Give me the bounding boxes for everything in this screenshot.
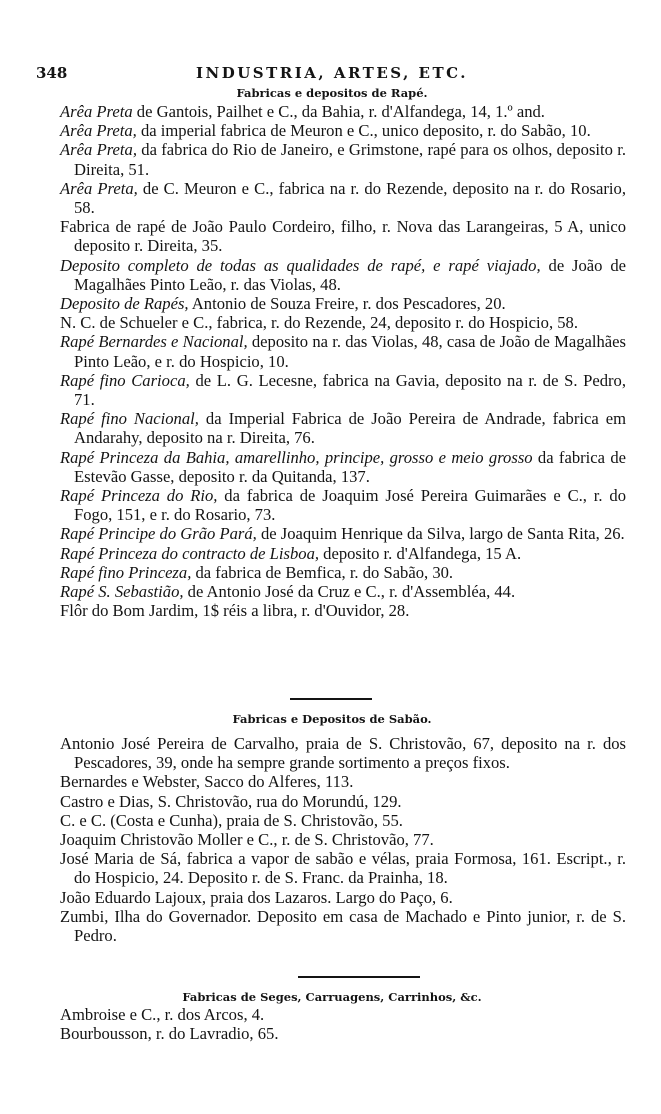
list-item	[60, 294, 626, 313]
section-title-rape: Fabricas e depositos de Rapé.	[236, 86, 428, 100]
list-item	[60, 121, 626, 140]
section-divider	[290, 698, 372, 700]
entry-text: Zumbi, Ilha do Governador. Deposito em casa de Machado e Pinto junior, r. de S. Pedro.	[60, 906, 626, 946]
list-item	[60, 811, 626, 830]
entry-text: deposito na r. das Violas, 48, casa de João de Magalhães Pinto Leão, e r. do Hospicio, 10.	[74, 332, 626, 371]
list-item	[60, 448, 626, 486]
entry-text: de João de Magalhães Pinto Leão, r. das Violas, 48.	[74, 255, 627, 294]
entry-text: da fabrica de Joaquim José Pereira Guimarães e C., r. do Fogo, 151, e r. do Rosario, 73.	[74, 486, 626, 525]
entry-text: deposito r. d'Alfandega, 15 A.	[319, 543, 522, 563]
list-item	[60, 582, 626, 601]
entry-text: da Imperial Fabrica de João Pereira de Andrade, fabrica em Andarahy, deposito na r. Direita, 76.	[74, 409, 627, 448]
entry-text: Bernardes e Webster, Sacco do Alferes, 113.	[60, 772, 354, 792]
entry-text: Antonio José Pereira de Carvalho, praia de S. Christovão, 67, deposito na r. dos Pescadores, 39, onde ha sempre grande sortimento a preços fixos.	[60, 734, 626, 773]
entry-text: Ambroise e C., r. dos Arcos, 4.	[60, 1005, 265, 1024]
page-number: 348	[36, 64, 68, 82]
section-title-seges: Fabricas de Seges, Carruagens, Carrinhos, &c.	[182, 990, 482, 1004]
entry-label: Deposito de Rapés,	[60, 294, 189, 314]
list-item	[60, 563, 626, 582]
list-item	[60, 409, 626, 447]
entry-text: de C. Meuron e C., fabrica na r. do Rezende, deposito na r. do Rosario, 58.	[74, 178, 626, 218]
list-item	[60, 524, 626, 543]
entry-label: Rapé fino Princeza,	[60, 562, 192, 582]
list-item	[60, 772, 626, 791]
entry-text: da fabrica de Estevão Gasse, deposito r. da Quitanda, 137.	[74, 447, 626, 486]
entry-label: Arêa Preta,	[60, 140, 137, 160]
entry-text: C. e C. (Costa e Cunha), praia de S. Christovão, 55.	[60, 810, 403, 830]
entry-label: Rapé Princeza do Rio,	[60, 486, 218, 506]
entry-label: Arêa Preta,	[60, 178, 138, 198]
list-item	[60, 313, 626, 332]
list-item	[60, 830, 626, 849]
entry-label: Rapé fino Nacional,	[60, 409, 199, 429]
sabao-list	[60, 734, 626, 945]
entry-text: Bourbousson, r. do Lavradio, 65.	[60, 1024, 279, 1044]
list-item	[60, 907, 626, 945]
page-header	[36, 64, 628, 84]
entry-label: Deposito completo de todas as qualidades de rapé, e rapé viajado,	[60, 255, 541, 275]
list-item	[60, 544, 626, 563]
entry-label: Rapé Bernardes e Nacional,	[60, 332, 248, 352]
entry-text: N. C. de Schueler e C., fabrica, r. do Rezende, 24, deposito r. do Hospicio, 58.	[60, 313, 578, 333]
list-item	[60, 256, 626, 294]
list-item	[60, 486, 626, 524]
entry-label: Arêa Preta,	[60, 121, 137, 141]
entry-text: de L. G. Lecesne, fabrica na Gavia, deposito na r. de S. Pedro, 71.	[74, 370, 627, 410]
list-item	[60, 849, 626, 887]
entry-text: da fabrica do Rio de Janeiro, e Grimstone, rapé para os olhos, deposito r. Direita, 51.	[74, 140, 626, 179]
entry-label: Rapé Princeza da Bahia, amarellinho, principe, grosso e meio grosso	[60, 447, 533, 467]
entry-label: Arêa Preta	[60, 102, 133, 121]
entry-text: Castro e Dias, S. Christovão, rua do Morundú, 129.	[60, 791, 402, 811]
list-item	[60, 601, 626, 620]
list-item	[60, 792, 626, 811]
entry-text: José Maria de Sá, fabrica a vapor de sabão e vélas, praia Formosa, 161. Escript., r. do Hospicio, 24. Deposito r. de S. Franc. da Prainha, 18.	[60, 849, 626, 888]
entry-text: de Joaquim Henrique da Silva, largo de Santa Rita, 26.	[256, 524, 625, 544]
list-item	[60, 888, 626, 907]
entry-label: Rapé Principe do Grão Pará,	[60, 524, 257, 544]
list-item	[60, 371, 626, 409]
entry-label: Rapé Princeza do contracto de Lisboa,	[60, 543, 320, 563]
entry-text: de Gantois, Pailhet e C., da Bahia, r. d'Alfandega, 14, 1.º and.	[132, 102, 545, 121]
entry-text: Antonio de Souza Freire, r. dos Pescadores, 20.	[188, 294, 506, 314]
seges-list	[60, 1005, 626, 1043]
list-item	[60, 734, 626, 772]
section-divider	[298, 976, 420, 978]
entry-text: da imperial fabrica de Meuron e C., unico deposito, r. do Sabão, 10.	[136, 121, 591, 141]
rape-list	[60, 102, 626, 620]
list-item	[60, 217, 626, 255]
entry-text: Fabrica de rapé de João Paulo Cordeiro, filho, r. Nova das Larangeiras, 5 A, unico deposito r. Direita, 35.	[60, 217, 626, 256]
entry-text: João Eduardo Lajoux, praia dos Lazaros. Largo do Paço, 6.	[60, 887, 453, 907]
list-item	[60, 102, 626, 121]
entry-text: Flôr do Bom Jardim, 1$ réis a libra, r. d'Ouvidor, 28.	[60, 601, 410, 621]
entry-text: Joaquim Christovão Moller e C., r. de S. Christovão, 77.	[60, 830, 434, 850]
list-item	[60, 1024, 626, 1043]
entry-label: Rapé fino Carioca,	[60, 370, 190, 390]
entry-label: Rapé S. Sebastião,	[60, 582, 184, 602]
entry-text: de Antonio José da Cruz e C., r. d'Assembléa, 44.	[183, 582, 516, 602]
running-title: INDUSTRIA, ARTES, ETC.	[195, 64, 469, 82]
list-item	[60, 179, 626, 217]
list-item	[60, 332, 626, 370]
entry-text: da fabrica de Bemfica, r. do Sabão, 30.	[191, 562, 454, 582]
list-item	[60, 140, 626, 178]
section-title-sabao: Fabricas e Depositos de Sabão.	[232, 712, 432, 726]
list-item	[60, 1005, 626, 1024]
